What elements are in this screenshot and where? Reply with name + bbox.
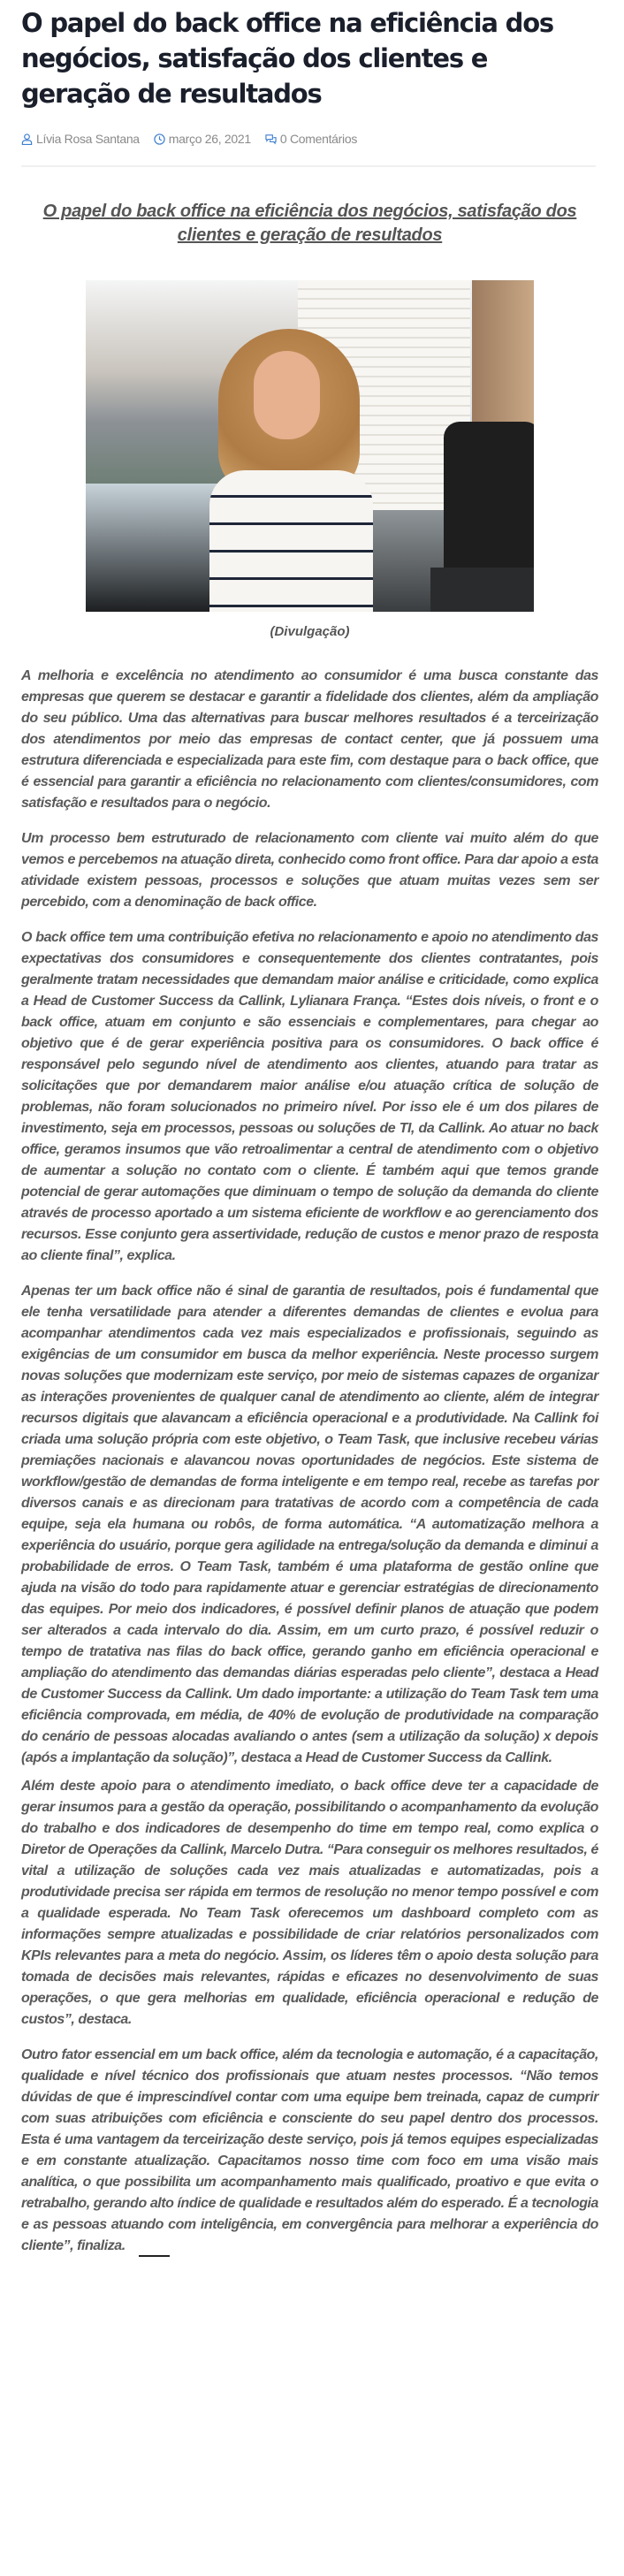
- comments-icon: [265, 133, 277, 145]
- user-icon: [21, 133, 33, 145]
- author-name: Lívia Rosa Santana: [36, 132, 140, 146]
- author-link[interactable]: [21, 132, 140, 146]
- post-date: [154, 132, 251, 146]
- page-title: O papel do back office na eficiência dos negócios, satisfação dos clientes e geração de resultados: [21, 8, 553, 109]
- photo-person-shirt: [209, 470, 373, 612]
- divider: [21, 165, 596, 167]
- article: [21, 0, 598, 2271]
- photo-table: [430, 568, 534, 612]
- comments-count: 0 Comentários: [279, 132, 358, 146]
- article-body: [21, 666, 598, 2257]
- paragraph-last: [21, 2045, 598, 2257]
- paragraph: O back office tem uma contribuição efetiva no relacionamento e apoio no atendimento das expectativas dos consumidores e consequentemente dos clientes contratantes, pois geralmente tratam necessidades que demandam maior análise e criticidade, como explica a Head de Customer Success da Callink, Lylianara França. “Estes dois níveis, o front e o back office, atuam em conjunto e são essenciais e complementares, para chegar ao objetivo que é de gerar experiência positiva para os consumidores. O back office é responsável pelo segundo nível de atendimento aos clientes, atuando para tratar as solicitações que por demandarem maior análise e/ou atuação crítica de solução de problemas, não foram solucionados no primeiro nível. Por isso ele é um dos pilares de investimento, seja em processos, pessoas ou soluções de TI, da Callink. Ao atuar no back office, geramos insumos que vão retroalimentar a central de atendimento com o objetivo de aumentar a solução no contato com o cliente. É também aqui que temos grande potencial de gerar automações que diminuam o tempo de solução da demanda do cliente através de processo aportado a um sistema eficiente de workflow e ao gerenciamento dos recursos. Esse conjunto gera assertividade, redução de custos e menor prazo de resposta ao cliente final”, explica.: [21, 930, 598, 1263]
- paragraph: Apenas ter um back office não é sinal de garantia de resultados, pois é fundamental que ele tenha versatilidade para atender a diferentes demandas de clientes e evolua para acompanhar atendimentos cada vez mais especializados e profissionais, seguindo as exigências de um consumidor em busca da melhor experiência. Neste processo surgem novas soluções que modernizam este serviço, por meio de sistemas capazes de organizar as interações provenientes de qualquer canal de atendimento ao cliente, além de integrar recursos digitais que alavancam a eficiência operacional e a produtividade. Na Callink foi criada uma solução própria com este objetivo, o Team Task, que inclusive recebeu várias premiações nacionais e alavancou novas oportunidades de negócios. Este sistema de workflow/gestão de demandas de forma inteligente e em tempo real, recebe as tarefas por diversos canais e as direcionam para tratativas de acordo com a competência de cada equipe, seja ela humana ou robôs, de forma automática. “A automatização melhora a experiência do usuário, porque gera agilidade na entrega/solução da demanda e diminui a probabilidade de erros. O Team Task, também é uma plataforma de gestão online que ajuda na visão do todo para rapidamente atuar e gerenciar estratégias de direcionamento das equipes. Por meio dos indicadores, é possível definir planos de atuação que podem ser alterados a cada intervalo do dia. Assim, em um curto prazo, é possível reduzir o tempo de tratativa nas filas do back office, gerando ganho em eficiência operacional e ampliação do atendimento das demandas diárias esperadas pelo cliente”, destaca a Head de Customer Success da Callink. Um dado importante: a utilização do Team Task tem uma eficiência comprovada, em média, de 40% de evolução de produtividade na comparação do cenário de pessoas alocadas avaliando o antes (sem a utilização da solução) x depois (após a implantação da solução)”, destaca a Head de Customer Success da Callink.: [21, 1284, 598, 1765]
- paragraph: Além deste apoio para o atendimento imediato, o back office deve ter a capacidade de gerar insumos para a gestão da operação, possibilitando o acompanhamento da evolução do trabalho e dos indicadores de desempenho do time em tempo real, como explica o Diretor de Operações da Callink, Marcelo Dutra. “Para conseguir os melhores resultados, é vital a utilização de soluções cada vez mais atualizadas e automatizadas, pois a produtividade precisa ser rápida em termos de resolução no menor tempo possível e com a qualidade esperada. No Team Task oferecemos um dashboard completo com as informações sempre atualizadas e possibilidade de criar relatórios personalizados com KPIs relevantes para a meta do negócio. Assim, os líderes têm o apoio desta solução para tomada de decisões mais relevantes, rápidas e eficazes no desenvolvimento de suas operações, o que gera melhorias em qualidade, eficiência operacional e redução de custos”, destaca.: [21, 1779, 598, 2027]
- paragraph: Um processo bem estruturado de relacionamento com cliente vai muito além do que vemos e percebemos na atuação direta, conhecido como front office. Para dar apoio a esta atividade existem pessoas, processos e soluções que atuam muitas vezes sem ser percebido, com a denominação de back office.: [21, 831, 598, 910]
- image-caption: (Divulgação): [270, 624, 350, 639]
- article-photo: [86, 280, 534, 612]
- article-subtitle: O papel do back office na eficiência dos negócios, satisfação dos clientes e geração de resultados: [42, 202, 577, 245]
- photo-chair: [444, 422, 534, 576]
- photo-person-face: [254, 351, 320, 439]
- post-meta: [21, 130, 598, 148]
- date-text: março 26, 2021: [168, 132, 251, 146]
- comments-link[interactable]: [265, 132, 357, 146]
- paragraph-text: Outro fator essencial em um back office, além da tecnologia e automação, é a capacitação, qualidade e nível técnico dos profissionais que atuam nestes processos. “Não temos dúvidas de que é imprescindível contar com uma equipe bem treinada, capaz de cumprir com suas atribuições com eficiência e consciente do seu papel dentro dos processos. Esta é uma vantagem da terceirização deste serviço, pois já temos equipes especializadas e em constante atualização. Capacitamos nosso time com foco em uma visão mais analítica, o que possibilita um acompanhamento mais qualificado, proativo e que evita o retrabalho, gerando alto índice de qualidade e resultados além do esperado. É a tecnologia e as pessoas atuando com inteligência, em convergência para melhorar a experiência do cliente”, finaliza.: [21, 2047, 598, 2253]
- paragraph: A melhoria e excelência no atendimento ao consumidor é uma busca constante das empresas que querem se destacar e garantir a fidelidade dos clientes, além da ampliação do seu público. Uma das alternativas para buscar melhores resultados é a terceirização dos atendimentos por meio das empresas de contact center, que já possuem uma estrutura diferenciada e especializada para este fim, com destaque para o back office, que é essencial para garantir a eficiência no relacionamento com clientes/consumidores, com satisfação e resultados para o negócio.: [21, 668, 598, 811]
- end-mark: [139, 2255, 170, 2257]
- clock-icon: [154, 133, 165, 145]
